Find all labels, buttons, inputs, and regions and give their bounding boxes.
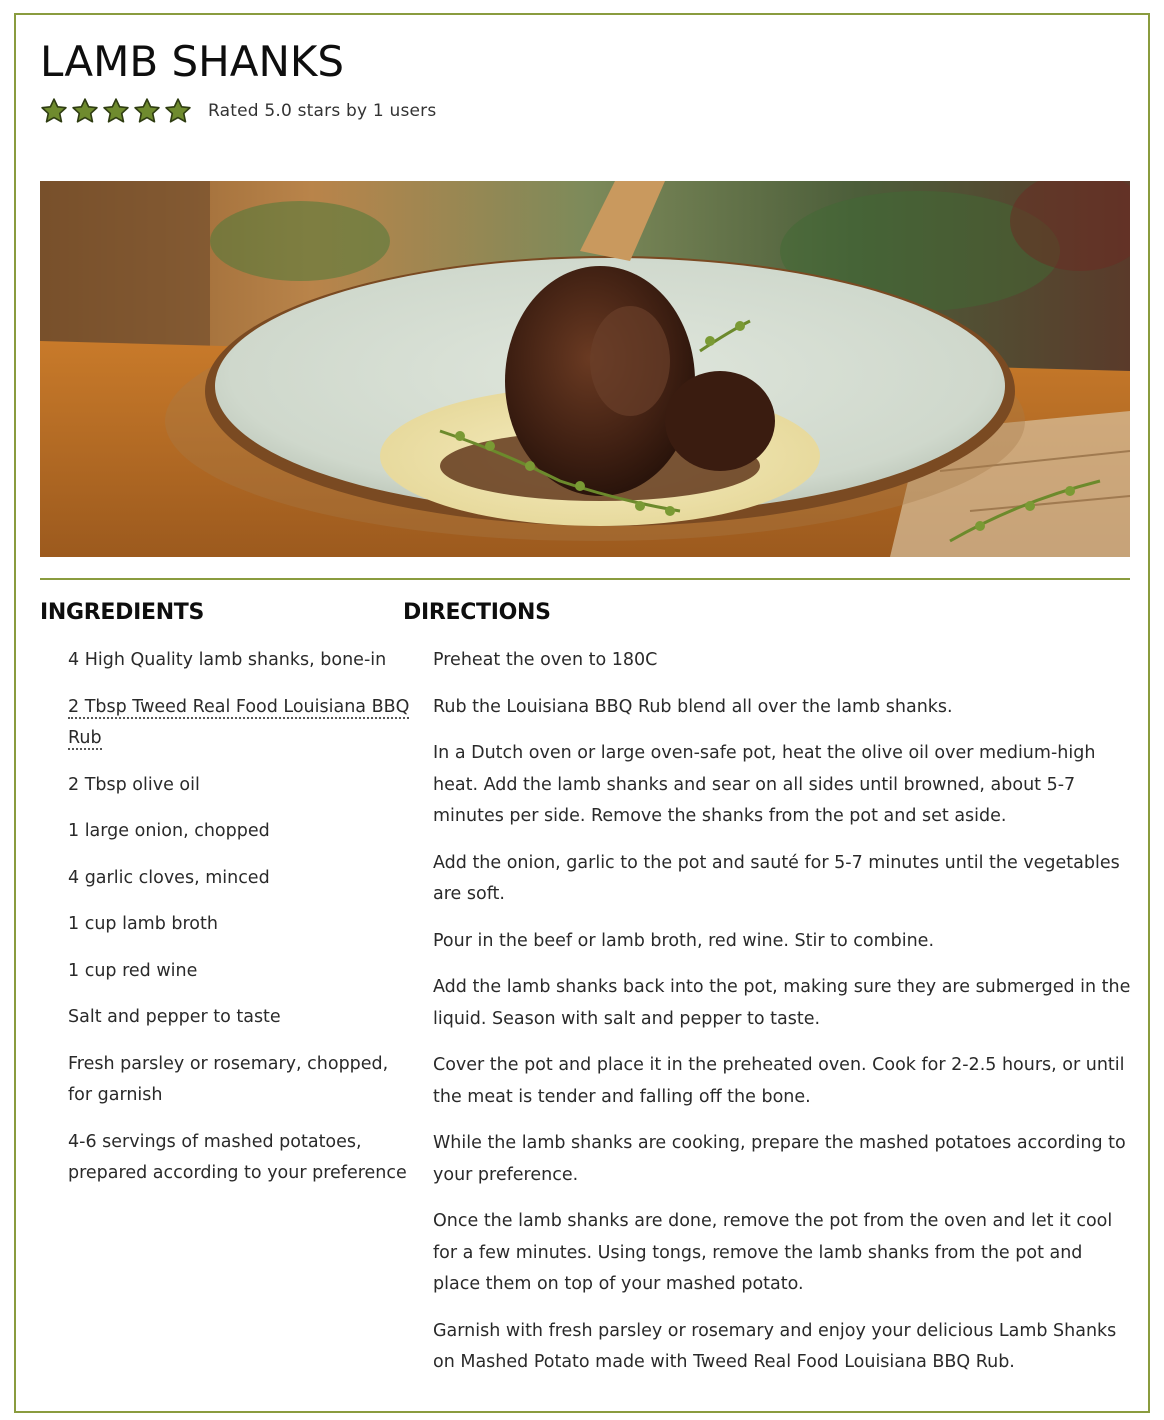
ingredient-item: Salt and pepper to taste bbox=[68, 1007, 281, 1027]
direction-step: Cover the pot and place it in the preheated oven. Cook for 2-2.5 hours, or until the meat is tender and falling off the bone. bbox=[433, 1055, 1125, 1107]
ingredient-item bbox=[68, 692, 413, 755]
direction-step: While the lamb shanks are cooking, prepare the mashed potatoes according to your preference. bbox=[433, 1133, 1126, 1185]
star-icon[interactable] bbox=[40, 97, 68, 125]
recipe-card bbox=[14, 13, 1150, 1413]
ingredients-list bbox=[68, 645, 413, 1205]
ingredient-item: 1 large onion, chopped bbox=[68, 821, 270, 841]
ingredient-item: 1 cup red wine bbox=[68, 960, 198, 981]
direction-step: Rub the Louisiana BBQ Rub blend all over the lamb shanks. bbox=[433, 696, 953, 717]
star-icon[interactable] bbox=[102, 97, 130, 125]
rating-text: Rated 5.0 stars by 1 users bbox=[208, 101, 437, 121]
ingredient-item: 2 Tbsp olive oil bbox=[68, 774, 200, 795]
direction-step: In a Dutch oven or large oven-safe pot, heat the olive oil over medium-high heat. Add the lamb shanks and sear on all sides until browned, about 5-7 minutes per side. Remove the shanks from the pot and set aside. bbox=[433, 743, 1096, 826]
ingredient-item: Fresh parsley or rosemary, chopped, for garnish bbox=[68, 1053, 389, 1105]
directions-list bbox=[433, 645, 1133, 1394]
section-divider bbox=[40, 578, 1130, 580]
ingredient-item: 4 High Quality lamb shanks, bone-in bbox=[68, 650, 387, 670]
direction-step: Preheat the oven to 180C bbox=[433, 650, 658, 670]
star-rating[interactable] bbox=[40, 97, 192, 125]
ingredient-item: 4 garlic cloves, minced bbox=[68, 867, 270, 888]
ingredients-heading: INGREDIENTS bbox=[40, 600, 205, 625]
directions-heading: DIRECTIONS bbox=[403, 600, 551, 625]
lamb-shank-photo bbox=[40, 181, 1130, 557]
ingredient-product-link[interactable]: 2 Tbsp Tweed Real Food Louisiana BBQ Rub bbox=[68, 696, 410, 748]
direction-step: Add the lamb shanks back into the pot, making sure they are submerged in the liquid. Season with salt and pepper to taste. bbox=[433, 977, 1131, 1029]
direction-step: Garnish with fresh parsley or rosemary and enjoy your delicious Lamb Shanks on Mashed Potato made with Tweed Real Food Louisiana BBQ Rub. bbox=[433, 1320, 1117, 1372]
direction-step: Pour in the beef or lamb broth, red wine. Stir to combine. bbox=[433, 930, 935, 951]
star-icon[interactable] bbox=[71, 97, 99, 125]
recipe-title: LAMB SHANKS bbox=[40, 37, 345, 86]
direction-step: Add the onion, garlic to the pot and sauté for 5-7 minutes until the vegetables are soft. bbox=[433, 852, 1120, 904]
ingredient-item: 4-6 servings of mashed potatoes, prepared according to your preference bbox=[68, 1131, 407, 1183]
star-icon[interactable] bbox=[133, 97, 161, 125]
ingredient-item: 1 cup lamb broth bbox=[68, 914, 218, 934]
direction-step: Once the lamb shanks are done, remove the pot from the oven and let it cool for a few minutes. Using tongs, remove the lamb shanks from the pot and place them on top of your mashed potato. bbox=[433, 1211, 1113, 1294]
star-icon[interactable] bbox=[164, 97, 192, 125]
recipe-photo bbox=[40, 181, 1130, 557]
rating bbox=[40, 97, 436, 125]
